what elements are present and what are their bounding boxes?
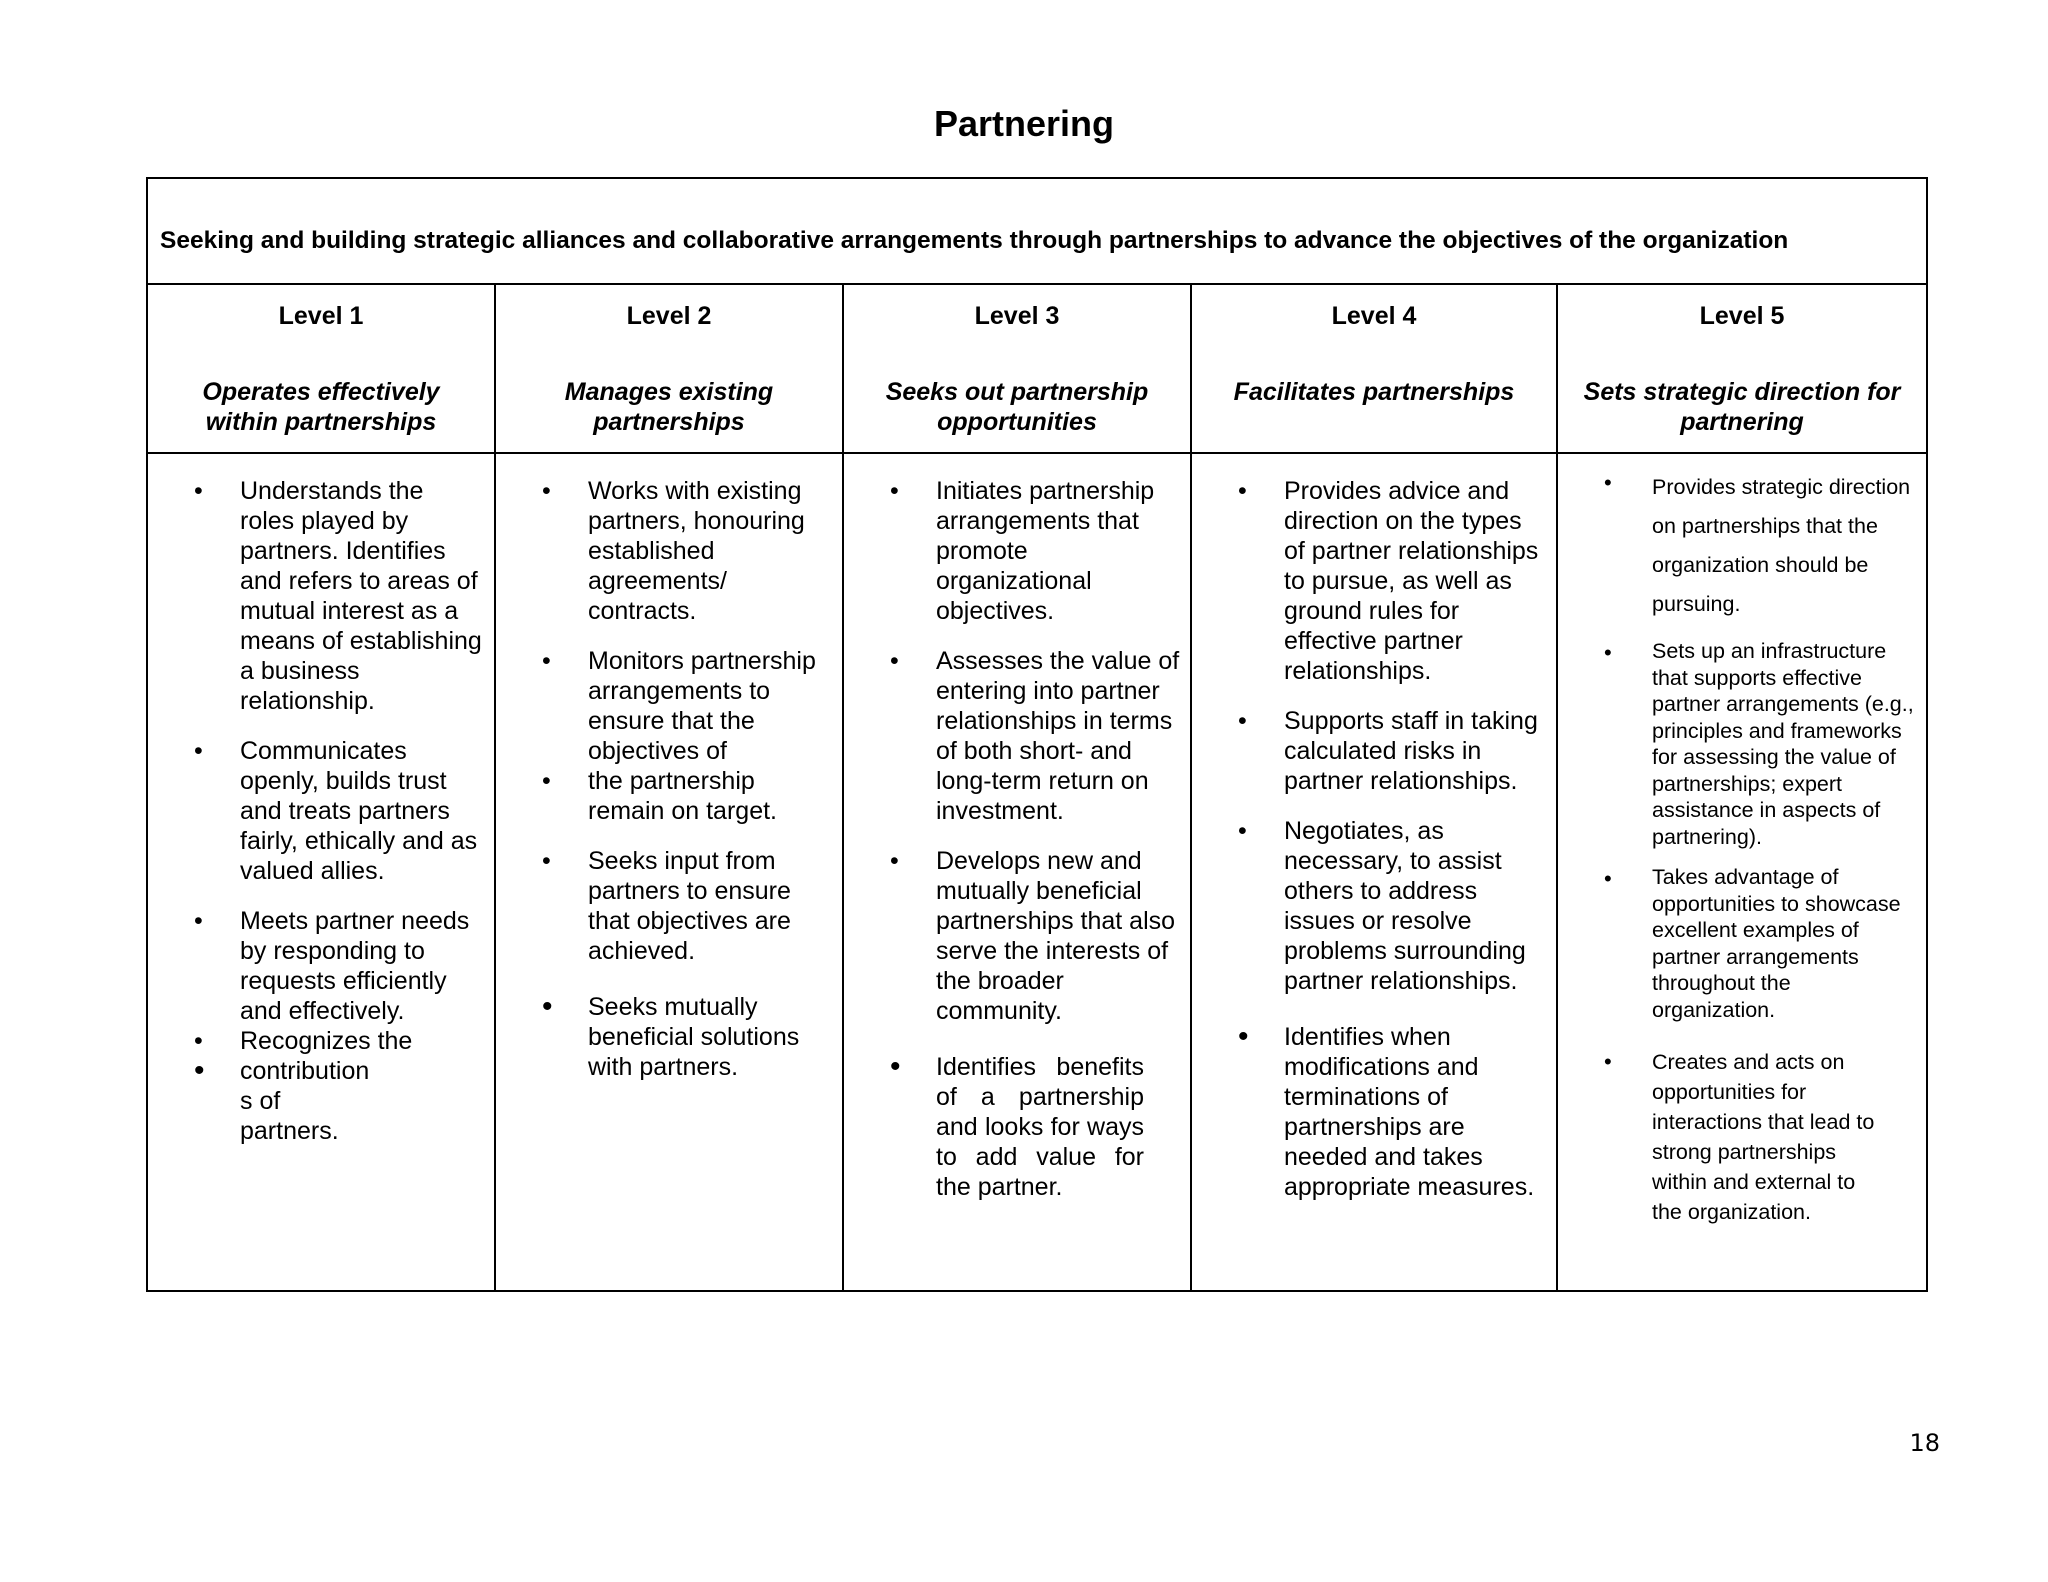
behaviour-text: Assesses the value of entering into partner relationships in terms of both short- and long-term return on investment. bbox=[936, 647, 1180, 825]
list-item bbox=[496, 646, 832, 766]
level-subtitle: Seeks out partnership opportunities bbox=[885, 378, 1149, 436]
bullet-dot-icon: • bbox=[1604, 866, 1612, 891]
bullet-dot-icon: • bbox=[890, 477, 899, 505]
bullet-dot-icon: • bbox=[542, 990, 553, 1023]
level-subtitle: Manages existing partnerships bbox=[564, 378, 774, 436]
behaviour-text: Provides strategic direction on partnerships that the organization should be pursuing. bbox=[1652, 475, 1911, 616]
list-item bbox=[844, 476, 1180, 626]
level-4-behaviours bbox=[1191, 453, 1557, 1291]
level-subtitle: Operates effectively within partnerships bbox=[202, 378, 440, 436]
bullet-dot-icon: • bbox=[1604, 1049, 1612, 1074]
behaviour-text: Understands the roles played by partners. Identifies and refers to areas of mutual interest as a means of establishing a business relationship. bbox=[240, 477, 482, 715]
page-title: Partnering bbox=[933, 103, 1115, 144]
definition-cell bbox=[147, 178, 1927, 284]
behaviour-text: Communicates openly, builds trust and treats partners fairly, ethically and as valued allies. bbox=[240, 737, 478, 885]
bullet-dot-icon: • bbox=[890, 647, 899, 675]
behaviour-text: Provides advice and direction on the types of partner relationships to pursue, as well as ground rules for effective partner relationships. bbox=[1284, 477, 1539, 685]
bullet-dot-icon: • bbox=[542, 767, 551, 795]
level-5-header bbox=[1557, 284, 1927, 453]
bullet-dot-icon: • bbox=[194, 1054, 205, 1087]
level-number: Level 5 bbox=[1699, 302, 1785, 330]
list-item bbox=[496, 846, 832, 966]
bullet-dot-icon: • bbox=[1238, 477, 1247, 505]
bullet-dot-icon: • bbox=[1238, 707, 1247, 735]
level-header-row bbox=[147, 284, 1927, 453]
bullet-dot-icon: • bbox=[1238, 817, 1247, 845]
level-4-header bbox=[1191, 284, 1557, 453]
level-5-behaviours bbox=[1557, 453, 1927, 1291]
bullet-dot-icon: • bbox=[194, 1027, 203, 1055]
competency-definition: Seeking and building strategic alliances and collaborative arrangements through partnerships to advance the objectives of the organization bbox=[160, 227, 1789, 254]
bullet-dot-icon: • bbox=[542, 477, 551, 505]
level-2-behaviours bbox=[495, 453, 843, 1291]
level-number: Level 1 bbox=[278, 302, 364, 330]
bullet-dot-icon: • bbox=[194, 737, 203, 765]
level-3-behaviours bbox=[843, 453, 1191, 1291]
competency-table bbox=[146, 177, 1928, 1292]
behaviour-row bbox=[147, 453, 1927, 1291]
list-item bbox=[148, 1026, 484, 1056]
behaviour-text: Takes advantage of opportunities to showcase excellent examples of partner arrangements throughout the organization. bbox=[1652, 865, 1901, 1022]
level-2-header bbox=[495, 284, 843, 453]
behaviour-text: Meets partner needs by responding to requests efficiently and effectively. bbox=[240, 907, 470, 1025]
list-item bbox=[1192, 1022, 1546, 1202]
list-item bbox=[496, 766, 832, 826]
list-item bbox=[1192, 476, 1546, 686]
list-item bbox=[1192, 706, 1546, 796]
bullet-dot-icon: • bbox=[194, 907, 203, 935]
behaviour-text: Works with existing partners, honouring established agreements/ contracts. bbox=[588, 477, 805, 625]
behaviour-text: Identifies when modifications and terminations of partnerships are needed and takes appropriate measures. bbox=[1284, 1023, 1535, 1201]
behaviour-text: Negotiates, as necessary, to assist others to address issues or resolve problems surrounding partner relationships. bbox=[1284, 817, 1526, 995]
level-number: Level 4 bbox=[1331, 302, 1417, 330]
bullet-dot-icon: • bbox=[890, 847, 899, 875]
list-item bbox=[844, 1052, 1180, 1202]
behaviour-text: Recognizes the bbox=[240, 1027, 413, 1055]
behaviour-text: Creates and acts on opportunities for interactions that lead to strong partnerships within and external to the organization. bbox=[1652, 1050, 1875, 1224]
bullet-dot-icon: • bbox=[1604, 640, 1612, 665]
bullet-dot-icon: • bbox=[1238, 1020, 1249, 1053]
bullet-dot-icon: • bbox=[542, 647, 551, 675]
behaviour-list bbox=[148, 454, 494, 1146]
behaviour-list bbox=[1558, 454, 1926, 1227]
list-item bbox=[1558, 638, 1916, 850]
level-number: Level 2 bbox=[626, 302, 712, 330]
behaviour-text: Seeks mutually beneficial solutions with partners. bbox=[588, 993, 800, 1081]
list-item bbox=[1558, 1047, 1916, 1227]
list-item bbox=[148, 736, 484, 886]
behaviour-list bbox=[1192, 454, 1556, 1202]
bullet-dot-icon: • bbox=[890, 1050, 901, 1083]
behaviour-text: contribution s of partners. bbox=[240, 1057, 370, 1145]
list-item bbox=[148, 1056, 484, 1146]
behaviour-text: Sets up an infrastructure that supports effective partner arrangements (e.g., principles and frameworks for assessing the value of partnerships; expert assistance in aspects of partnering). bbox=[1652, 639, 1914, 849]
level-3-header bbox=[843, 284, 1191, 453]
level-1-header bbox=[147, 284, 495, 453]
list-item bbox=[1558, 468, 1916, 624]
bullet-dot-icon: • bbox=[1604, 470, 1612, 495]
level-subtitle: Facilitates partnerships bbox=[1233, 378, 1515, 406]
behaviour-text: Monitors partnership arrangements to ensure that the objectives of bbox=[588, 647, 816, 765]
behaviour-list bbox=[496, 454, 842, 1082]
list-item bbox=[148, 476, 484, 716]
bullet-dot-icon: • bbox=[194, 477, 203, 505]
list-item bbox=[496, 476, 832, 626]
definition-row bbox=[147, 178, 1927, 284]
level-subtitle: Sets strategic direction for partnering bbox=[1583, 378, 1901, 436]
behaviour-text: Supports staff in taking calculated risks in partner relationships. bbox=[1284, 707, 1538, 795]
behaviour-text: Initiates partnership arrangements that promote organizational objectives. bbox=[936, 477, 1155, 625]
bullet-dot-icon: • bbox=[542, 847, 551, 875]
list-item bbox=[844, 846, 1180, 1026]
level-number: Level 3 bbox=[974, 302, 1060, 330]
behaviour-list bbox=[844, 454, 1190, 1202]
list-item bbox=[496, 992, 832, 1082]
behaviour-text: the partnership remain on target. bbox=[588, 767, 777, 825]
list-item bbox=[1192, 816, 1546, 996]
list-item bbox=[1558, 864, 1916, 1023]
behaviour-text: Seeks input from partners to ensure that objectives are achieved. bbox=[588, 847, 791, 965]
page-number: 18 bbox=[1909, 1429, 1940, 1457]
list-item bbox=[844, 646, 1180, 826]
behaviour-text: Identifies benefits of a partnership and looks for ways to add value for the partner. bbox=[936, 1053, 1144, 1201]
behaviour-text: Develops new and mutually beneficial partnerships that also serve the interests of the broader community. bbox=[936, 847, 1176, 1025]
list-item bbox=[148, 906, 484, 1026]
level-1-behaviours bbox=[147, 453, 495, 1291]
